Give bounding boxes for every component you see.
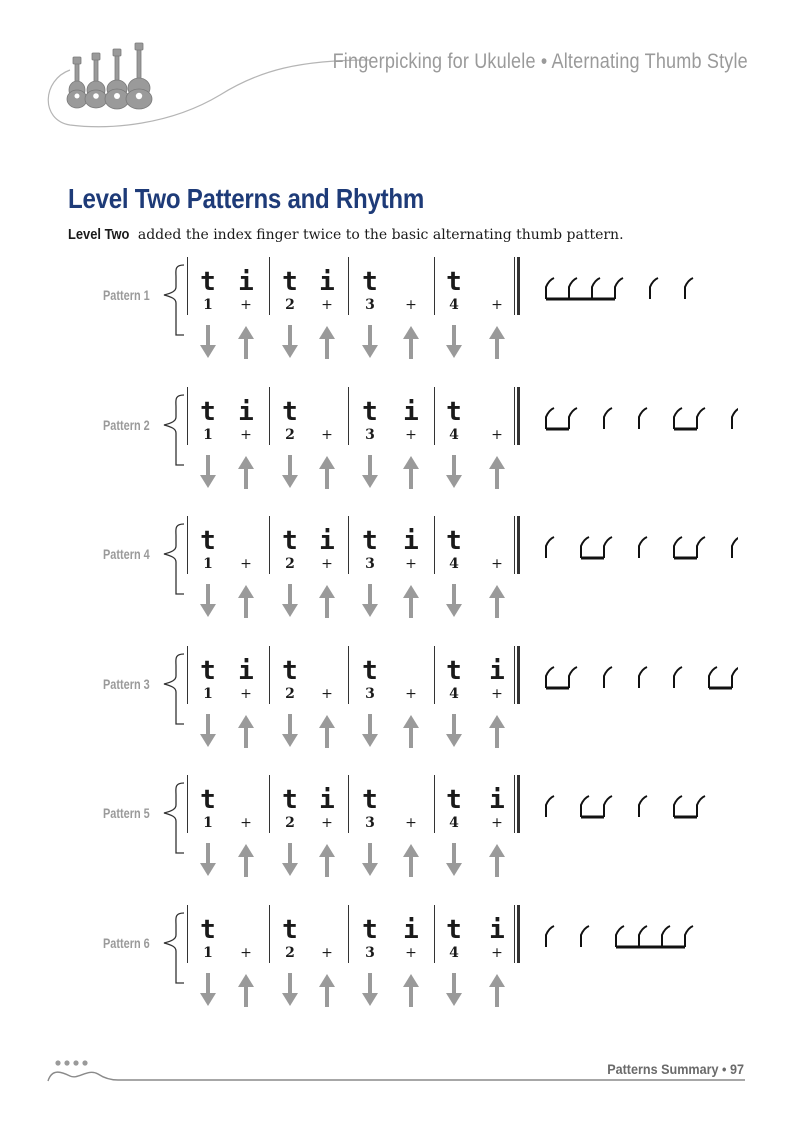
- pattern-bracket: [158, 387, 188, 477]
- rhythm-note: [732, 408, 738, 429]
- rhythm-note: [604, 408, 612, 429]
- rhythm-note: [674, 667, 682, 688]
- finger-letter: i: [489, 656, 505, 686]
- rhythm-note: [732, 667, 738, 688]
- measure-bar: [187, 387, 188, 445]
- finger-letter: i: [238, 656, 254, 686]
- down-arrow-icon: [361, 843, 379, 877]
- rhythm-note: [604, 667, 612, 688]
- up-arrow-icon: [402, 714, 420, 748]
- rhythm-notation: [538, 919, 738, 955]
- beat-count: 1: [203, 556, 213, 572]
- rhythm-note: [546, 796, 554, 817]
- beat-count: +: [491, 815, 503, 831]
- measure-bar: [187, 905, 188, 963]
- rhythm-note: [592, 278, 600, 299]
- finger-letter: t: [200, 656, 216, 686]
- measure-bar: [434, 387, 435, 445]
- up-arrow-icon: [318, 843, 336, 877]
- rhythm-notation: [538, 789, 738, 825]
- beat-count: +: [491, 297, 503, 313]
- rhythm-notation: [538, 530, 738, 566]
- beat-count: +: [321, 815, 333, 831]
- down-arrow-icon: [445, 455, 463, 489]
- beat-count: +: [405, 297, 417, 313]
- down-arrow-icon: [199, 584, 217, 618]
- finger-letter: t: [362, 915, 378, 945]
- pattern-bracket: [158, 775, 188, 865]
- rhythm-note: [546, 278, 554, 299]
- end-barline-thick: [517, 905, 520, 963]
- rhythm-note: [662, 926, 670, 947]
- end-barline-thick: [517, 257, 520, 315]
- rhythm-note: [604, 796, 612, 817]
- beat-count: +: [240, 686, 252, 702]
- finger-letter: i: [489, 785, 505, 815]
- measure-bar: [348, 905, 349, 963]
- measure-bar: [348, 516, 349, 574]
- rhythm-note: [674, 796, 682, 817]
- rhythm-note: [685, 926, 693, 947]
- beat-count: 1: [203, 945, 213, 961]
- pattern-label: Pattern 5: [103, 805, 150, 821]
- rhythm-note: [581, 926, 589, 947]
- beat-count: 1: [203, 297, 213, 313]
- rhythm-note: [685, 278, 693, 299]
- up-arrow-icon: [488, 455, 506, 489]
- up-arrow-icon: [488, 714, 506, 748]
- measure-bar: [187, 646, 188, 704]
- up-arrow-icon: [237, 584, 255, 618]
- down-arrow-icon: [281, 714, 299, 748]
- finger-letter: i: [319, 267, 335, 297]
- up-arrow-icon: [237, 455, 255, 489]
- down-arrow-icon: [199, 325, 217, 359]
- up-arrow-icon: [488, 584, 506, 618]
- beat-count: +: [405, 556, 417, 572]
- measure-bar: [434, 516, 435, 574]
- rhythm-note: [732, 537, 738, 558]
- pattern-label: Pattern 3: [103, 676, 150, 692]
- beat-count: 4: [449, 427, 459, 443]
- pattern-bracket: [158, 646, 188, 736]
- finger-letter: i: [238, 267, 254, 297]
- beat-count: 3: [365, 945, 375, 961]
- measure-bar: [269, 646, 270, 704]
- measure-bar: [434, 905, 435, 963]
- beat-count: 2: [285, 297, 295, 313]
- beat-count: +: [491, 427, 503, 443]
- finger-letter: t: [362, 656, 378, 686]
- down-arrow-icon: [361, 973, 379, 1007]
- finger-letter: t: [362, 397, 378, 427]
- finger-letter: t: [282, 267, 298, 297]
- end-barline-thick: [517, 387, 520, 445]
- down-arrow-icon: [199, 843, 217, 877]
- end-barline-thin: [514, 387, 515, 445]
- beat-count: 4: [449, 945, 459, 961]
- measure-bar: [348, 257, 349, 315]
- measure-bar: [269, 905, 270, 963]
- beat-count: +: [491, 945, 503, 961]
- measure-bar: [269, 516, 270, 574]
- rhythm-note: [569, 278, 577, 299]
- measure-bar: [434, 775, 435, 833]
- beat-count: +: [240, 297, 252, 313]
- rhythm-note: [569, 408, 577, 429]
- end-barline-thin: [514, 516, 515, 574]
- beat-count: 2: [285, 427, 295, 443]
- up-arrow-icon: [402, 973, 420, 1007]
- finger-letter: i: [403, 397, 419, 427]
- end-barline-thick: [517, 516, 520, 574]
- up-arrow-icon: [488, 843, 506, 877]
- finger-letter: i: [238, 397, 254, 427]
- down-arrow-icon: [445, 325, 463, 359]
- up-arrow-icon: [237, 714, 255, 748]
- beat-count: +: [405, 686, 417, 702]
- end-barline-thick: [517, 646, 520, 704]
- finger-letter: t: [362, 267, 378, 297]
- rhythm-note: [639, 796, 647, 817]
- beat-count: +: [321, 297, 333, 313]
- up-arrow-icon: [402, 325, 420, 359]
- down-arrow-icon: [281, 584, 299, 618]
- finger-letter: t: [200, 397, 216, 427]
- down-arrow-icon: [281, 973, 299, 1007]
- beat-count: 1: [203, 815, 213, 831]
- rhythm-note: [581, 537, 589, 558]
- rhythm-note: [709, 667, 717, 688]
- up-arrow-icon: [402, 455, 420, 489]
- finger-letter: t: [362, 526, 378, 556]
- beat-count: 3: [365, 297, 375, 313]
- rhythm-note: [639, 537, 647, 558]
- intro-lead: Level Two: [68, 226, 130, 243]
- measure-bar: [187, 257, 188, 315]
- beat-count: +: [240, 815, 252, 831]
- rhythm-notation: [538, 401, 738, 437]
- beat-count: +: [405, 815, 417, 831]
- down-arrow-icon: [281, 325, 299, 359]
- finger-letter: t: [446, 915, 462, 945]
- beat-count: 3: [365, 686, 375, 702]
- up-arrow-icon: [488, 325, 506, 359]
- finger-letter: t: [282, 785, 298, 815]
- down-arrow-icon: [281, 455, 299, 489]
- rhythm-note: [546, 408, 554, 429]
- pattern-row: [0, 257, 794, 377]
- down-arrow-icon: [445, 973, 463, 1007]
- section-title: Level Two Patterns and Rhythm: [68, 183, 425, 214]
- pattern-row: [0, 516, 794, 636]
- beat-count: 2: [285, 556, 295, 572]
- up-arrow-icon: [318, 714, 336, 748]
- finger-letter: t: [282, 915, 298, 945]
- finger-letter: i: [403, 915, 419, 945]
- down-arrow-icon: [361, 714, 379, 748]
- beat-count: +: [240, 945, 252, 961]
- finger-letter: t: [200, 526, 216, 556]
- measure-bar: [269, 257, 270, 315]
- beat-count: +: [321, 945, 333, 961]
- measure-bar: [348, 775, 349, 833]
- pattern-row: [0, 646, 794, 766]
- down-arrow-icon: [361, 325, 379, 359]
- beat-count: 2: [285, 686, 295, 702]
- rhythm-note: [697, 796, 705, 817]
- pattern-label: Pattern 6: [103, 935, 150, 951]
- beat-count: +: [405, 427, 417, 443]
- finger-letter: t: [446, 397, 462, 427]
- pattern-row: [0, 775, 794, 895]
- rhythm-note: [639, 408, 647, 429]
- finger-letter: i: [319, 785, 335, 815]
- beat-count: 2: [285, 815, 295, 831]
- finger-letter: t: [446, 267, 462, 297]
- up-arrow-icon: [237, 325, 255, 359]
- end-barline-thin: [514, 257, 515, 315]
- up-arrow-icon: [318, 973, 336, 1007]
- up-arrow-icon: [488, 973, 506, 1007]
- pattern-bracket: [158, 905, 188, 995]
- up-arrow-icon: [318, 325, 336, 359]
- finger-letter: t: [446, 785, 462, 815]
- rhythm-note: [546, 537, 554, 558]
- intro-paragraph: [68, 226, 624, 243]
- end-barline-thin: [514, 905, 515, 963]
- down-arrow-icon: [445, 843, 463, 877]
- finger-letter: t: [200, 915, 216, 945]
- up-arrow-icon: [402, 843, 420, 877]
- beat-count: +: [491, 556, 503, 572]
- down-arrow-icon: [199, 973, 217, 1007]
- rhythm-note: [650, 278, 658, 299]
- down-arrow-icon: [199, 455, 217, 489]
- end-barline-thin: [514, 646, 515, 704]
- finger-letter: i: [489, 915, 505, 945]
- finger-letter: t: [446, 656, 462, 686]
- rhythm-note: [639, 926, 647, 947]
- measure-bar: [187, 516, 188, 574]
- pattern-label: Pattern 4: [103, 546, 150, 562]
- rhythm-note: [697, 408, 705, 429]
- finger-letter: t: [362, 785, 378, 815]
- intro-text: added the index finger twice to the basic alternating thumb pattern.: [133, 227, 624, 243]
- rhythm-note: [546, 926, 554, 947]
- beat-count: 4: [449, 297, 459, 313]
- down-arrow-icon: [281, 843, 299, 877]
- rhythm-note: [639, 667, 647, 688]
- up-arrow-icon: [318, 584, 336, 618]
- down-arrow-icon: [445, 714, 463, 748]
- beat-count: +: [321, 686, 333, 702]
- finger-letter: t: [282, 526, 298, 556]
- rhythm-note: [674, 537, 682, 558]
- end-barline-thin: [514, 775, 515, 833]
- finger-letter: t: [200, 785, 216, 815]
- footer-page-label: Patterns Summary • 97: [607, 1061, 744, 1077]
- pattern-label: Pattern 1: [103, 287, 150, 303]
- up-arrow-icon: [318, 455, 336, 489]
- beat-count: 1: [203, 686, 213, 702]
- measure-bar: [269, 775, 270, 833]
- rhythm-note: [615, 278, 623, 299]
- pattern-label: Pattern 2: [103, 417, 150, 433]
- beat-count: 2: [285, 945, 295, 961]
- pattern-bracket: [158, 257, 188, 347]
- finger-letter: t: [282, 397, 298, 427]
- pattern-bracket: [158, 516, 188, 606]
- pattern-row: [0, 905, 794, 1025]
- beat-count: 4: [449, 556, 459, 572]
- rhythm-note: [581, 796, 589, 817]
- finger-letter: t: [282, 656, 298, 686]
- down-arrow-icon: [361, 455, 379, 489]
- up-arrow-icon: [237, 973, 255, 1007]
- rhythm-note: [697, 537, 705, 558]
- finger-letter: i: [319, 526, 335, 556]
- up-arrow-icon: [402, 584, 420, 618]
- beat-count: +: [240, 427, 252, 443]
- beat-count: 4: [449, 686, 459, 702]
- down-arrow-icon: [445, 584, 463, 618]
- beat-count: +: [240, 556, 252, 572]
- finger-letter: i: [403, 526, 419, 556]
- running-head: Fingerpicking for Ukulele • Alternating Thumb Style: [332, 50, 748, 73]
- measure-bar: [348, 387, 349, 445]
- beat-count: +: [405, 945, 417, 961]
- rhythm-note: [674, 408, 682, 429]
- rhythm-notation: [538, 271, 738, 307]
- down-arrow-icon: [361, 584, 379, 618]
- beat-count: +: [321, 427, 333, 443]
- measure-bar: [348, 646, 349, 704]
- beat-count: 3: [365, 815, 375, 831]
- pattern-row: [0, 387, 794, 507]
- rhythm-note: [546, 667, 554, 688]
- down-arrow-icon: [199, 714, 217, 748]
- beat-count: 1: [203, 427, 213, 443]
- finger-letter: t: [446, 526, 462, 556]
- finger-letter: t: [200, 267, 216, 297]
- beat-count: 3: [365, 556, 375, 572]
- rhythm-note: [616, 926, 624, 947]
- beat-count: 4: [449, 815, 459, 831]
- measure-bar: [434, 646, 435, 704]
- rhythm-notation: [538, 660, 738, 696]
- measure-bar: [434, 257, 435, 315]
- measure-bar: [269, 387, 270, 445]
- beat-count: 3: [365, 427, 375, 443]
- beat-count: +: [491, 686, 503, 702]
- up-arrow-icon: [237, 843, 255, 877]
- end-barline-thick: [517, 775, 520, 833]
- rhythm-note: [569, 667, 577, 688]
- measure-bar: [187, 775, 188, 833]
- rhythm-note: [604, 537, 612, 558]
- beat-count: +: [321, 556, 333, 572]
